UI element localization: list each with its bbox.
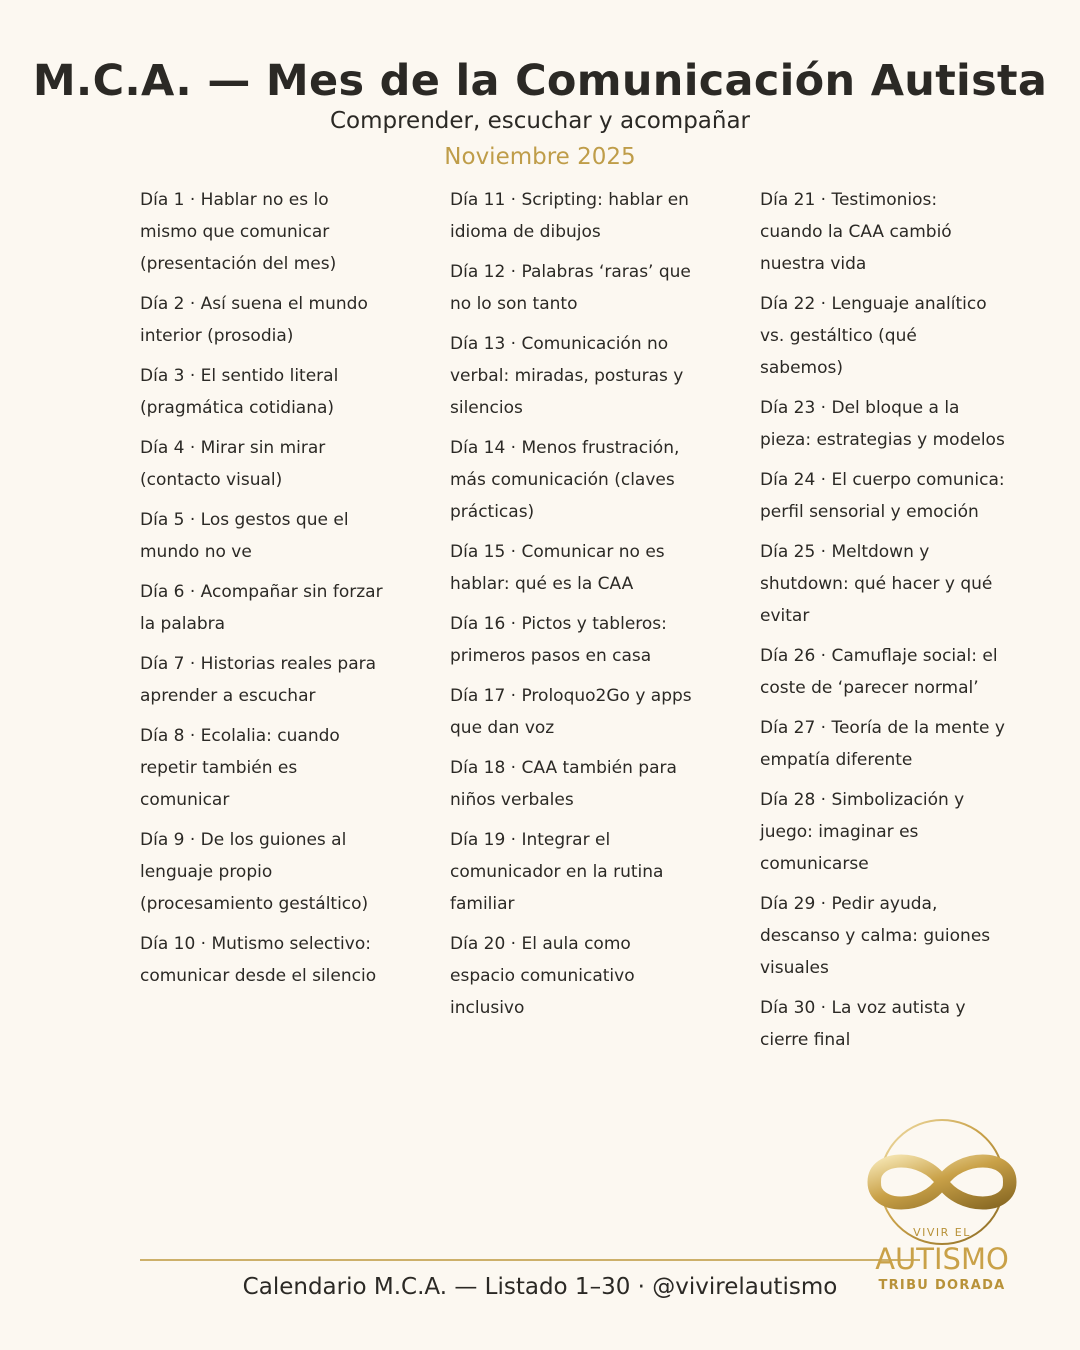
page-subtitle: Comprender, escuchar y acompañar <box>329 108 751 134</box>
day-item: Día 29 · Pedir ayuda, descanso y calma: guiones visuales <box>760 894 991 978</box>
logo-line-2: AUTISMO <box>875 1242 1009 1276</box>
day-item: Día 23 · Del bloque a la pieza: estrategias y modelos <box>760 398 1005 450</box>
day-item: Día 12 · Palabras ‘raras’ que no lo son tanto <box>450 262 691 314</box>
day-item: Día 21 · Testimonios: cuando la CAA cambió nuestra vida <box>760 190 952 274</box>
month-label: Noviembre 2025 <box>444 144 636 170</box>
day-item: Día 6 · Acompañar sin forzar la palabra <box>140 582 383 634</box>
day-item: Día 26 · Camuflaje social: el coste de ‘parecer normal’ <box>760 646 998 698</box>
day-item: Día 4 · Mirar sin mirar (contacto visual) <box>140 438 326 490</box>
day-item: Día 22 · Lenguaje analítico vs. gestáltico (qué sabemos) <box>760 294 987 378</box>
day-item: Día 19 · Integrar el comunicador en la rutina familiar <box>450 830 664 914</box>
day-item: Día 1 · Hablar no es lo mismo que comunicar (presentación del mes) <box>140 190 337 274</box>
day-item: Día 10 · Mutismo selectivo: comunicar desde el silencio <box>140 934 377 986</box>
day-item: Día 15 · Comunicar no es hablar: qué es la CAA <box>450 542 665 594</box>
day-item: Día 16 · Pictos y tableros: primeros pasos en casa <box>450 614 667 666</box>
logo-line-3: TRIBU DORADA <box>878 1278 1006 1293</box>
day-item: Día 11 · Scripting: hablar en idioma de dibujos <box>450 190 689 242</box>
day-item: Día 14 · Menos frustración, más comunicación (claves prácticas) <box>450 438 680 522</box>
day-item: Día 20 · El aula como espacio comunicativo inclusivo <box>450 934 635 1018</box>
day-item: Día 30 · La voz autista y cierre final <box>760 998 966 1050</box>
day-item: Día 7 · Historias reales para aprender a escuchar <box>140 654 377 706</box>
day-item: Día 13 · Comunicación no verbal: miradas, posturas y silencios <box>450 334 684 418</box>
day-item: Día 9 · De los guiones al lenguaje propio (procesamiento gestáltico) <box>140 830 369 914</box>
calendar-column-1 <box>140 184 385 1000</box>
day-item: Día 5 · Los gestos que el mundo no ve <box>140 510 349 562</box>
day-item: Día 25 · Meltdown y shutdown: qué hacer y qué evitar <box>760 542 993 626</box>
day-item: Día 24 · El cuerpo comunica: perfil sensorial y emoción <box>760 470 1005 522</box>
day-item: Día 27 · Teoría de la mente y empatía diferente <box>760 718 1005 770</box>
day-item: Día 3 · El sentido literal (pragmática cotidiana) <box>140 366 339 418</box>
calendar-column-3 <box>760 184 1005 1064</box>
day-item: Día 28 · Simbolización y juego: imaginar es comunicarse <box>760 790 965 874</box>
logo-line-1: VIVIR EL <box>913 1226 971 1239</box>
infinity-icon <box>874 1161 1010 1203</box>
page-title: M.C.A. — Mes de la Comunicación Autista <box>32 56 1048 106</box>
brand-logo <box>862 1112 1022 1298</box>
footer-text: Calendario M.C.A. — Listado 1–30 · @vivirelautismo <box>242 1274 838 1300</box>
day-item: Día 17 · Proloquo2Go y apps que dan voz <box>450 686 692 738</box>
day-item: Día 8 · Ecolalia: cuando repetir también es comunicar <box>140 726 340 810</box>
day-item: Día 2 · Así suena el mundo interior (prosodia) <box>140 294 368 346</box>
calendar-column-2 <box>450 184 695 1032</box>
footer-divider <box>140 1259 920 1261</box>
day-item: Día 18 · CAA también para niños verbales <box>450 758 677 810</box>
